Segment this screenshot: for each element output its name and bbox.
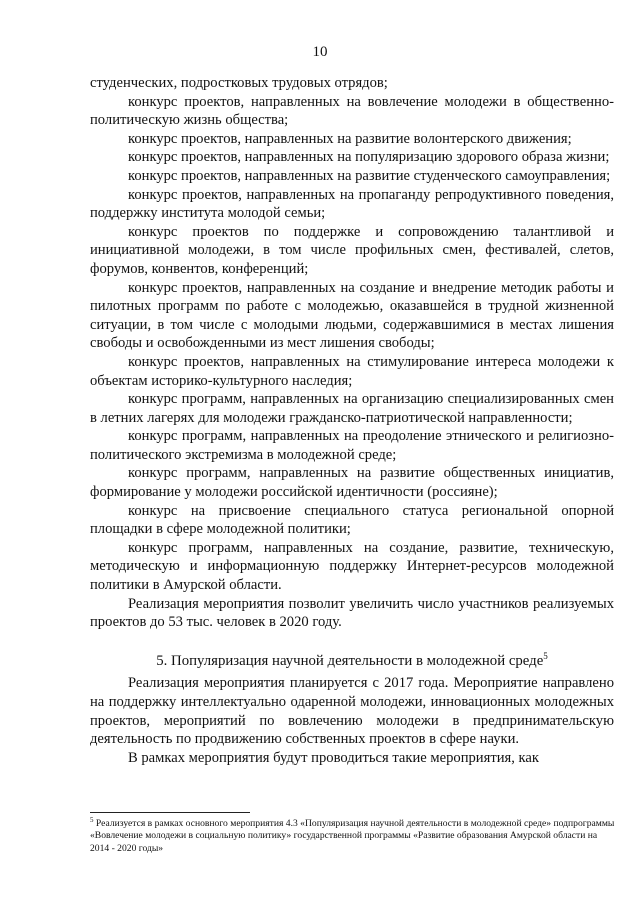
paragraph: конкурс проектов, направленных на пропаганду репродуктивного поведения, поддержку института молодой семьи; bbox=[90, 186, 614, 222]
footnote-mark: 5 bbox=[90, 815, 94, 824]
paragraph: Реализация мероприятия планируется с 2017 года. Мероприятие направлено на поддержку интеллектуально одаренной молодежи, инновационных молодежных проектов, мероприятий по вовлечению молодежи в предпринимательскую деятельность по продвижению собственных проектов в сфере науки. bbox=[90, 675, 614, 748]
paragraph: конкурс программ, направленных на организацию специализированных смен в летних лагерях для молодежи гражданско-патриотической направленности; bbox=[90, 391, 614, 426]
paragraph: конкурс проектов, направленных на развитие студенческого самоуправления; bbox=[128, 167, 611, 184]
document-body bbox=[90, 74, 614, 767]
paragraph: конкурс проектов, направленных на популяризацию здорового образа жизни; bbox=[128, 149, 610, 166]
section-heading bbox=[90, 652, 614, 671]
paragraph: конкурс проектов, направленных на развитие волонтерского движения; bbox=[128, 130, 572, 147]
paragraph: В рамках мероприятия будут проводиться такие мероприятия, как bbox=[128, 749, 539, 766]
paragraph: Реализация мероприятия позволит увеличить число участников реализуемых проектов до 53 тыс. человек в 2020 году. bbox=[90, 595, 614, 631]
paragraph: конкурс программ, направленных на преодоление этнического и религиозно-политического экстремизма в молодежной среде; bbox=[90, 428, 614, 463]
paragraph: конкурс проектов, направленных на стимулирование интереса молодежи к объектам историко-культурного наследия; bbox=[90, 353, 614, 389]
footnote-reference: 5 bbox=[543, 650, 548, 661]
footnote bbox=[90, 815, 618, 855]
page-number: 10 bbox=[312, 44, 328, 60]
paragraph: конкурс программ, направленных на развитие общественных инициатив, формирование у молодежи российской идентичности (россияне); bbox=[90, 465, 614, 501]
paragraph: конкурс программ, направленных на создание, развитие, техническую, методическую и информационную поддержку Интернет-ресурсов молодежной политики в Амурской области. bbox=[90, 539, 614, 594]
paragraph: конкурс проектов, направленных на вовлечение молодежи в общественно-политическую жизнь общества; bbox=[90, 93, 614, 129]
section-heading-text: 5. Популяризация научной деятельности в молодежной среде bbox=[156, 652, 544, 669]
paragraph: конкурс на присвоение специального статуса региональной опорной площадки в сфере молодежной политики; bbox=[90, 502, 614, 538]
paragraph: студенческих, подростковых трудовых отрядов; bbox=[90, 75, 388, 91]
footnote-separator bbox=[90, 812, 250, 813]
paragraph: конкурс проектов, направленных на создание и внедрение методик работы и пилотных программ по работе с молодежью, оказавшейся в трудной жизненной ситуации, в том числе с молодыми людьми, содержавшимися в местах лишения свободы и освобожденными из мест лишения свободы; bbox=[90, 279, 614, 352]
paragraph: конкурс проектов по поддержке и сопровождению талантливой и инициативной молодежи, в том числе профильных смен, фестивалей, слетов, форумов, конвентов, конференций; bbox=[90, 223, 614, 277]
footnote-text: Реализуется в рамках основного мероприятия 4.3 «Популяризация научной деятельности в молодежной среде» подпрограммы «Вовлечение молодежи в социальную политику» государственной программы «Развитие образования Амурской области на 2014 - 2020 годы» bbox=[90, 818, 615, 854]
